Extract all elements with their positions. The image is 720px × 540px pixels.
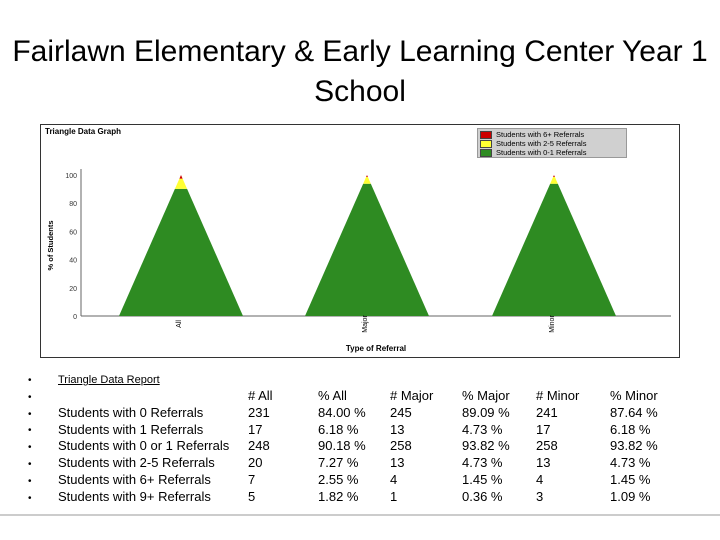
bullet-icon: • — [28, 425, 32, 437]
y-tick-label: 40 — [69, 257, 77, 265]
triangle-band — [553, 175, 555, 177]
y-tick-label: 100 — [65, 173, 77, 180]
report-cell: 4 — [536, 471, 544, 487]
report-title: Triangle Data Report — [58, 374, 160, 386]
report-cell: 1.45 % — [610, 471, 651, 487]
report-column-major-percent — [462, 388, 510, 506]
report-row-label: Students with 9+ Referrals — [58, 488, 211, 504]
report-cell: 231 — [248, 404, 270, 420]
bullet-icon: • — [28, 408, 32, 420]
report-cell: 17 — [248, 421, 263, 437]
report-row-label: Students with 0 Referrals — [58, 404, 204, 420]
y-tick-label: 20 — [69, 285, 77, 293]
report-cell: 248 — [248, 438, 270, 454]
legend-label: Students with 2-5 Referrals — [496, 139, 587, 148]
y-tick-label: 0 — [73, 314, 77, 321]
report-cell: 6.18 % — [610, 421, 651, 437]
report-cell: 84.00 % — [318, 404, 366, 420]
report-header-cell: # Minor — [536, 388, 580, 403]
report-row-label: Students with 0 or 1 Referrals — [58, 438, 230, 454]
report-cell: 13 — [390, 455, 405, 471]
report-row-label: Students with 6+ Referrals — [58, 471, 211, 487]
report-cell: 89.09 % — [462, 404, 510, 420]
x-tick-label: Minor — [549, 315, 556, 333]
report-cell: 13 — [536, 455, 551, 471]
triangle-band — [305, 184, 429, 316]
report-cell: 241 — [536, 404, 558, 420]
report-cell: 6.18 % — [318, 421, 359, 437]
report-header-cell: % All — [318, 388, 347, 403]
x-axis-label: Type of Referral — [345, 344, 407, 353]
report-cell: 90.18 % — [318, 438, 366, 454]
y-tick-label: 80 — [69, 201, 77, 209]
report-header-cell — [58, 388, 229, 405]
bullet-list — [28, 373, 32, 507]
bullet-icon: • — [28, 442, 32, 454]
report-column-all-percent — [318, 388, 366, 506]
report-header-cell: # Major — [390, 388, 434, 403]
report-column-minor-percent — [610, 388, 658, 506]
report-cell: 4.73 % — [462, 455, 503, 471]
report-cell: 93.82 % — [610, 438, 658, 454]
report-cell: 7.27 % — [318, 455, 359, 471]
report-cell: 20 — [248, 455, 263, 471]
triangle-band — [366, 175, 368, 177]
report-cell: 87.64 % — [610, 404, 658, 420]
report-column-major-count — [390, 388, 433, 506]
x-tick-label: Major — [362, 315, 369, 333]
report-cell: 245 — [390, 404, 412, 420]
bullet-icon: • — [28, 391, 32, 403]
y-tick-label: 60 — [69, 229, 77, 237]
chart-title: Triangle Data Graph — [45, 127, 122, 136]
bullet-icon: • — [28, 458, 32, 470]
report-cell: 1.82 % — [318, 488, 359, 504]
report-cell: 2.55 % — [318, 471, 359, 487]
report-cell: 17 — [536, 421, 551, 437]
legend-label: Students with 0-1 Referrals — [496, 148, 587, 157]
report-cell: 4.73 % — [610, 455, 651, 471]
slide-title: Fairlawn Elementary & Early Learning Center Year 1 School — [12, 35, 708, 108]
triangle-band — [492, 184, 616, 316]
report-header-cell: # All — [248, 388, 273, 403]
report-header-cell: % Major — [462, 388, 510, 403]
report-cell: 0.36 % — [462, 488, 503, 504]
report-cell: 13 — [390, 421, 405, 437]
bullet-icon: • — [28, 475, 32, 487]
y-axis-label: % of Students — [46, 220, 55, 271]
bullet-icon: • — [28, 492, 32, 504]
report-cell: 258 — [390, 438, 412, 454]
report-row-label: Students with 2-5 Referrals — [58, 455, 215, 471]
bullet-icon: • — [28, 375, 32, 386]
triangle-band — [119, 189, 243, 316]
report-cell: 258 — [536, 438, 558, 454]
report-row-label: Students with 1 Referrals — [58, 421, 204, 437]
report-column-label — [58, 388, 229, 506]
triangle-band — [550, 177, 558, 184]
report-column-all-count — [248, 388, 273, 506]
triangle-chart — [40, 124, 680, 358]
triangle-band — [175, 179, 187, 189]
report-cell: 1.45 % — [462, 471, 503, 487]
report-cell: 1 — [390, 488, 398, 504]
report-cell: 93.82 % — [462, 438, 510, 454]
chart-plot-area — [41, 125, 679, 357]
report-header-cell: % Minor — [610, 388, 658, 403]
report-cell: 7 — [248, 471, 256, 487]
report-cell: 5 — [248, 488, 256, 504]
legend-label: Students with 6+ Referrals — [496, 130, 585, 139]
report-cell: 3 — [536, 488, 544, 504]
triangle-band — [179, 175, 182, 179]
report-column-minor-count — [536, 388, 579, 506]
report-cell: 4.73 % — [462, 421, 503, 437]
x-tick-label: All — [176, 320, 183, 328]
report-cell: 1.09 % — [610, 488, 651, 504]
slide-bottom-edge — [0, 514, 720, 516]
triangle-band — [363, 177, 371, 184]
report-cell: 4 — [390, 471, 398, 487]
